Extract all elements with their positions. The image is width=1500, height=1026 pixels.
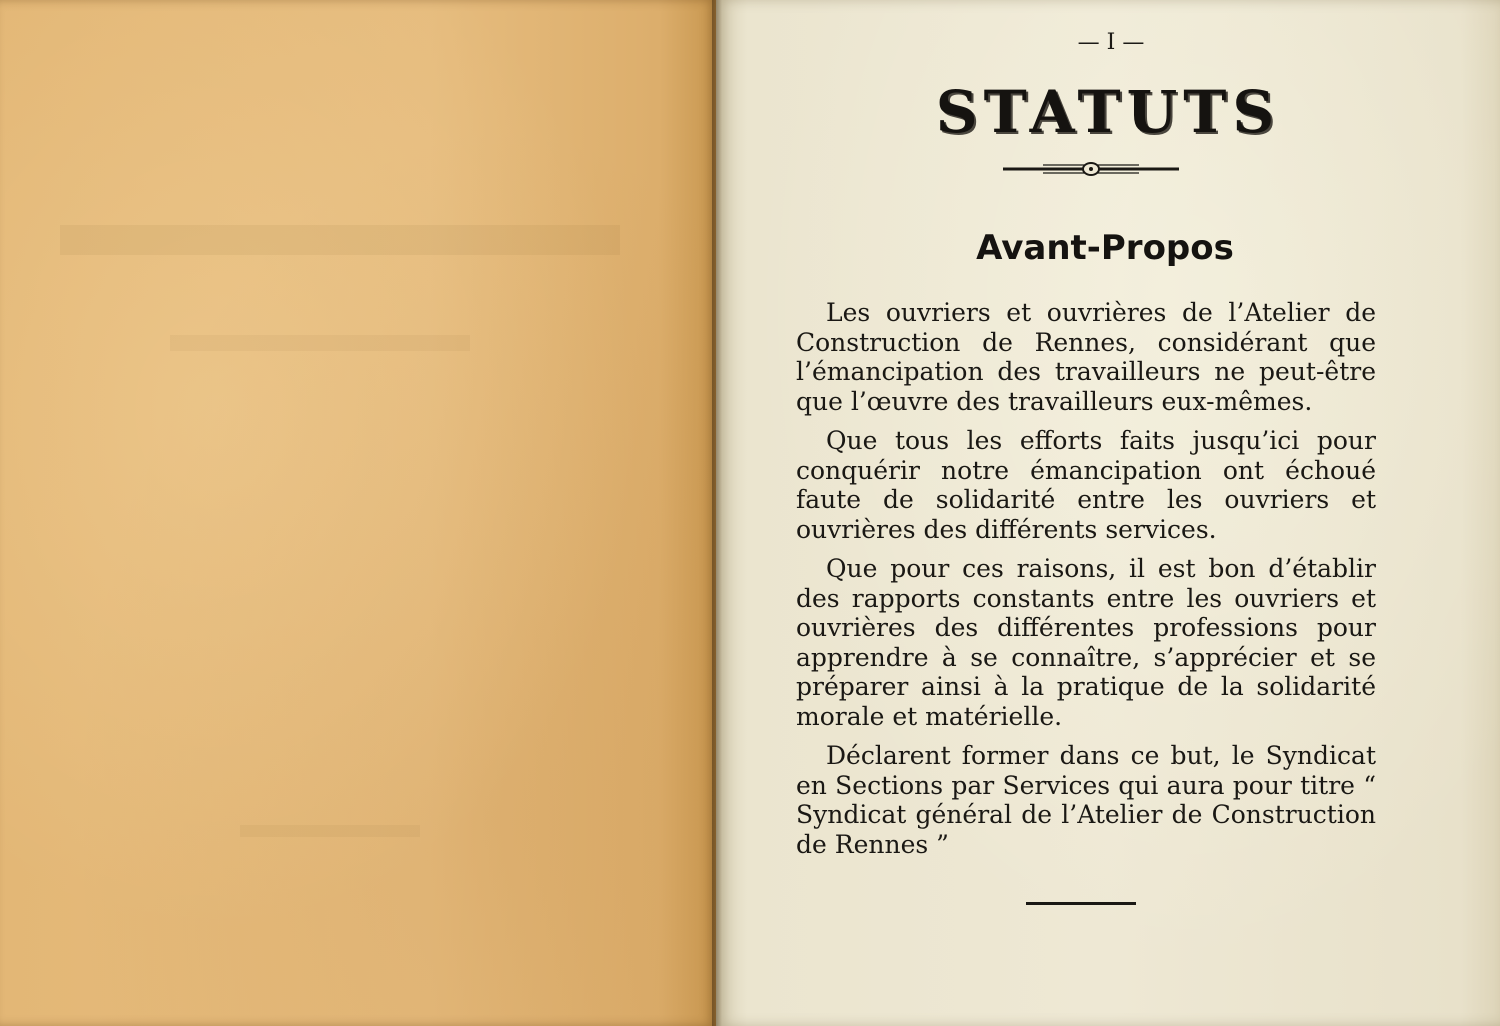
bleed-through-line <box>240 825 420 837</box>
end-rule <box>1026 902 1136 905</box>
paragraph: Que tous les efforts faits jusqu’ici pour conquérir notre émancipation ont échoué faute de solidarité entre les ouvriers et ouvrières des différents services. <box>796 426 1376 544</box>
right-page <box>716 0 1500 1026</box>
bleed-through-line <box>170 335 470 351</box>
page-number: — I — <box>1077 30 1145 55</box>
left-page <box>0 0 716 1026</box>
page-title: STATUTS <box>935 78 1281 146</box>
section-heading: Avant-Propos <box>976 228 1234 268</box>
bleed-through-line <box>60 225 620 255</box>
ornament-divider <box>1003 158 1179 180</box>
paragraph: Que pour ces raisons, il est bon d’établir des rapports constants entre les ouvriers et ouvrières des différentes professions pour apprendre à se connaître, s’apprécier et se préparer ainsi à la pratique de la solidarité morale et matérielle. <box>796 554 1376 731</box>
book-gutter <box>712 0 722 1026</box>
paragraph: Les ouvriers et ouvrières de l’Atelier de Construction de Rennes, considérant que l’émancipation des travailleurs ne peut-être que l’œuvre des travailleurs eux-mêmes. <box>796 298 1376 416</box>
paragraph: Déclarent former dans ce but, le Syndicat en Sections par Services qui aura pour titre “ Syndicat général de l’Atelier de Construction de Rennes ” <box>796 741 1376 859</box>
body-text <box>796 298 1376 869</box>
